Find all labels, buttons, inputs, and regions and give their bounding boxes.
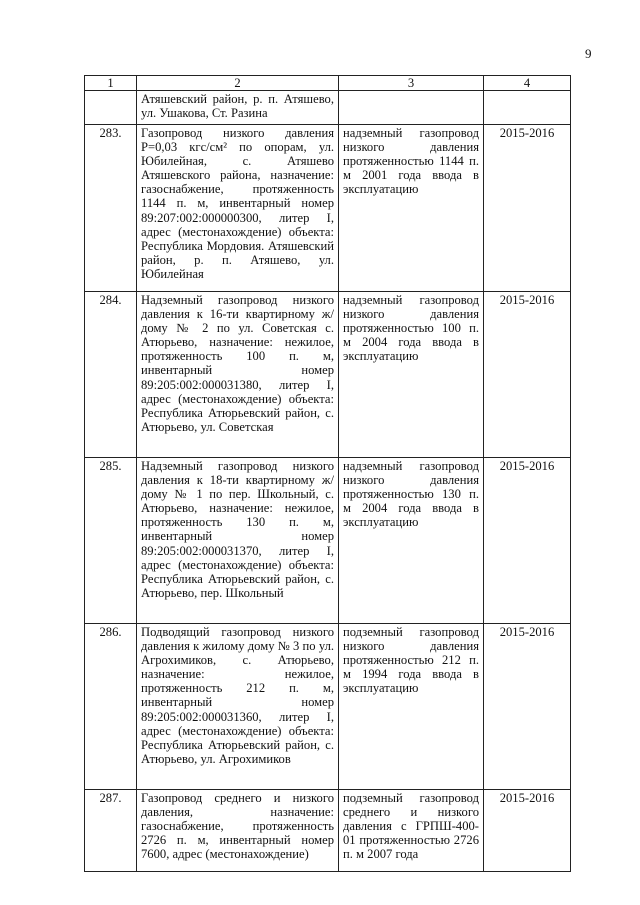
object-description: Подводящий газопровод низкого давления к жилому дому № 3 по ул. Агрохимиков, с. Атюрьево, назначение: нежилое, протяженность 212 п. м, инвентарный номер 89:205:002:000031360, литер I, адрес (местонахождение) объекта: Республика Атюрьевский район, с. Атюрьево, ул. Агрохимиков <box>137 624 339 790</box>
row-number: 287. <box>85 790 137 872</box>
implementation-period <box>484 91 571 125</box>
implementation-period: 2015-2016 <box>484 790 571 872</box>
row-number: 285. <box>85 458 137 624</box>
object-characteristics: надземный газопровод низкого давления протяженностью 1144 п. м 2001 года ввода в эксплуатацию <box>339 125 484 292</box>
page-number: 9 <box>585 46 592 61</box>
object-description: Атяшевский район, р. п. Атяшево, ул. Ушакова, Ст. Разина <box>137 91 339 125</box>
column-header-3: 3 <box>339 76 484 91</box>
table-row <box>85 458 571 624</box>
table-row <box>85 91 571 125</box>
object-description: Газопровод низкого давления P=0,03 кгс/см² по опорам, ул. Юбилейная, с. Атяшево Атяшевского района, назначение: газоснабжение, протяженность 1144 п. м, инвентарный номер 89:207:002:000000300, литер I, адрес (местонахождение) объекта: Республика Мордовия. Атяшевский район, р. п. Атяшево, ул. Юбилейная <box>137 125 339 292</box>
row-number: 284. <box>85 292 137 458</box>
object-characteristics: надземный газопровод низкого давления протяженностью 100 п. м 2004 года ввода в эксплуатацию <box>339 292 484 458</box>
property-table <box>84 75 571 872</box>
row-number: 286. <box>85 624 137 790</box>
table-header-row <box>85 76 571 91</box>
object-description: Надземный газопровод низкого давления к 18-ти квартирному ж/дому № 1 по пер. Школьный, с. Атюрьево, назначение: нежилое, протяженность 130 п. м, инвентарный номер 89:205:002:000031370, литер I, адрес (местонахождение) объекта: Республика Атюрьевский район, с. Атюрьево, пер. Школьный <box>137 458 339 624</box>
row-number: 283. <box>85 125 137 292</box>
implementation-period: 2015-2016 <box>484 292 571 458</box>
implementation-period: 2015-2016 <box>484 624 571 790</box>
row-number <box>85 91 137 125</box>
column-header-1: 1 <box>85 76 137 91</box>
object-characteristics: надземный газопровод низкого давления протяженностью 130 п. м 2004 года ввода в эксплуатацию <box>339 458 484 624</box>
object-characteristics: подземный газопровод среднего и низкого давления с ГРПШ-400-01 протяженностью 2726 п. м 2007 года <box>339 790 484 872</box>
column-header-2: 2 <box>137 76 339 91</box>
implementation-period: 2015-2016 <box>484 458 571 624</box>
object-description: Газопровод среднего и низкого давления, назначение: газоснабжение, протяженность 2726 п. м, инвентарный номер 7600, адрес (местонахождение) <box>137 790 339 872</box>
table-row <box>85 292 571 458</box>
implementation-period: 2015-2016 <box>484 125 571 292</box>
object-characteristics: подземный газопровод низкого давления протяженностью 212 п. м 1994 года ввода в эксплуатацию <box>339 624 484 790</box>
table-row <box>85 790 571 872</box>
table-row <box>85 624 571 790</box>
table-row <box>85 125 571 292</box>
object-description: Надземный газопровод низкого давления к 16-ти квартирному ж/дому № 2 по ул. Советская с. Атюрьево, назначение: нежилое, протяженность 100 п. м, инвентарный номер 89:205:002:000031380, литер I, адрес (местонахождение) объекта: Республика Атюрьевский район, с. Атюрьево, ул. Советская <box>137 292 339 458</box>
column-header-4: 4 <box>484 76 571 91</box>
object-characteristics <box>339 91 484 125</box>
